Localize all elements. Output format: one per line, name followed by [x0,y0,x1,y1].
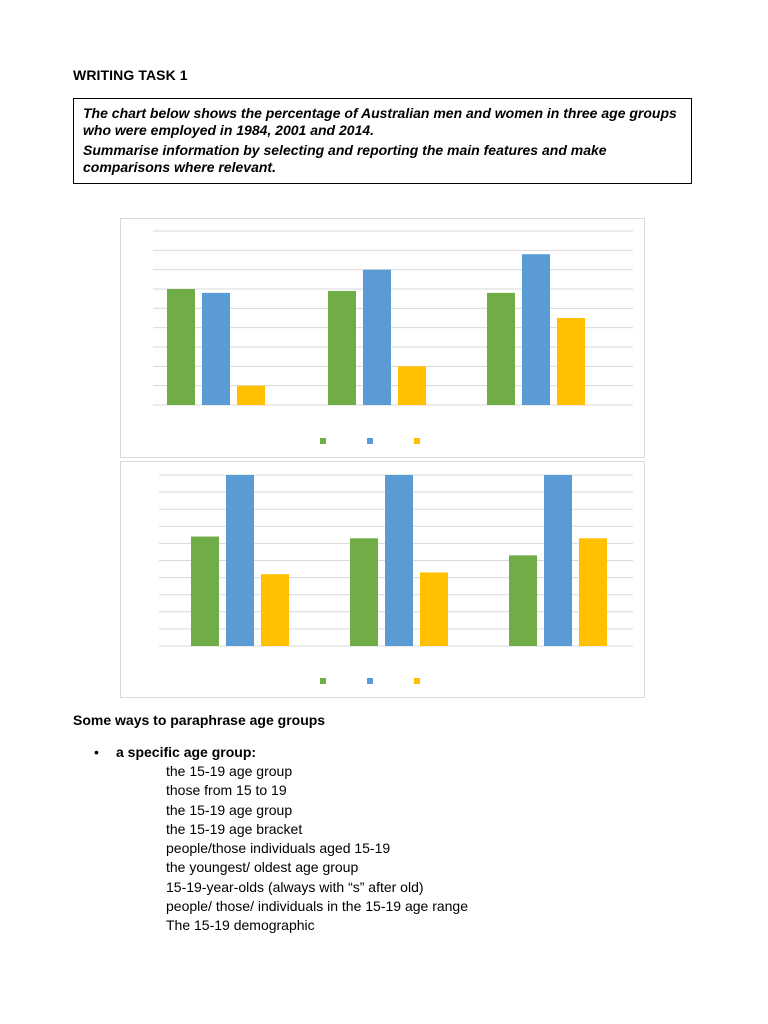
bar-series-1-group-1 [167,289,195,405]
paraphrase-list [166,762,468,936]
bar-series-1-group-2 [328,291,356,405]
task-prompt-box [73,98,692,184]
bullet-label: a specific age group: [116,744,257,760]
chart-lower-svg [121,462,646,699]
list-item: The 15-19 demographic [166,917,315,934]
legend-swatch-2 [367,678,373,684]
legend-swatch-2 [367,438,373,444]
bar-series-3-group-3 [557,318,585,405]
page-heading: WRITING TASK 1 [73,67,188,83]
section-title: Some ways to paraphrase age groups [73,712,326,728]
bar-series-3-group-2 [420,572,448,646]
list-item: the 15-19 age bracket [166,820,303,837]
bar-series-3-group-3 [579,538,607,646]
list-item: people/ those/ individuals in the 15-19 age range [166,898,468,915]
bar-series-1-group-2 [350,538,378,646]
list-item: the 15-19 age group [166,763,293,779]
legend-swatch-1 [320,678,326,684]
list-item: the 15-19 age group [166,801,293,818]
legend-swatch-3 [414,438,420,444]
list-item: the youngest/ oldest age group [166,859,359,876]
legend-swatch-1 [320,438,326,444]
bar-series-1-group-3 [509,555,537,646]
list-item: 15-19-year-olds (always with “s” after old) [166,878,424,895]
bar-series-3-group-1 [237,386,265,405]
bar-series-2-group-1 [202,293,230,405]
bar-series-2-group-2 [385,475,413,646]
chart-upper [120,218,645,458]
bullet-icon: • [94,744,99,760]
bar-series-2-group-2 [363,270,391,405]
list-item: those from 15 to 19 [166,782,287,799]
chart-upper-svg [121,219,646,459]
bar-series-2-group-3 [544,475,572,646]
bar-series-3-group-1 [261,574,289,646]
bar-series-2-group-3 [522,254,550,405]
bar-series-2-group-1 [226,475,254,646]
task-description: The chart below shows the percentage of Australian men and women in three age groups who were employed in 1984, 2001 and 2014. [83,105,677,138]
task-instruction: Summarise information by selecting and reporting the main features and make comparisons where relevant. [83,142,607,175]
bar-series-1-group-3 [487,293,515,405]
bar-series-3-group-2 [398,366,426,405]
list-item: people/those individuals aged 15-19 [166,840,391,857]
bar-series-1-group-1 [191,537,219,646]
legend-swatch-3 [414,678,420,684]
chart-lower [120,461,645,698]
bullet-item [94,744,256,760]
